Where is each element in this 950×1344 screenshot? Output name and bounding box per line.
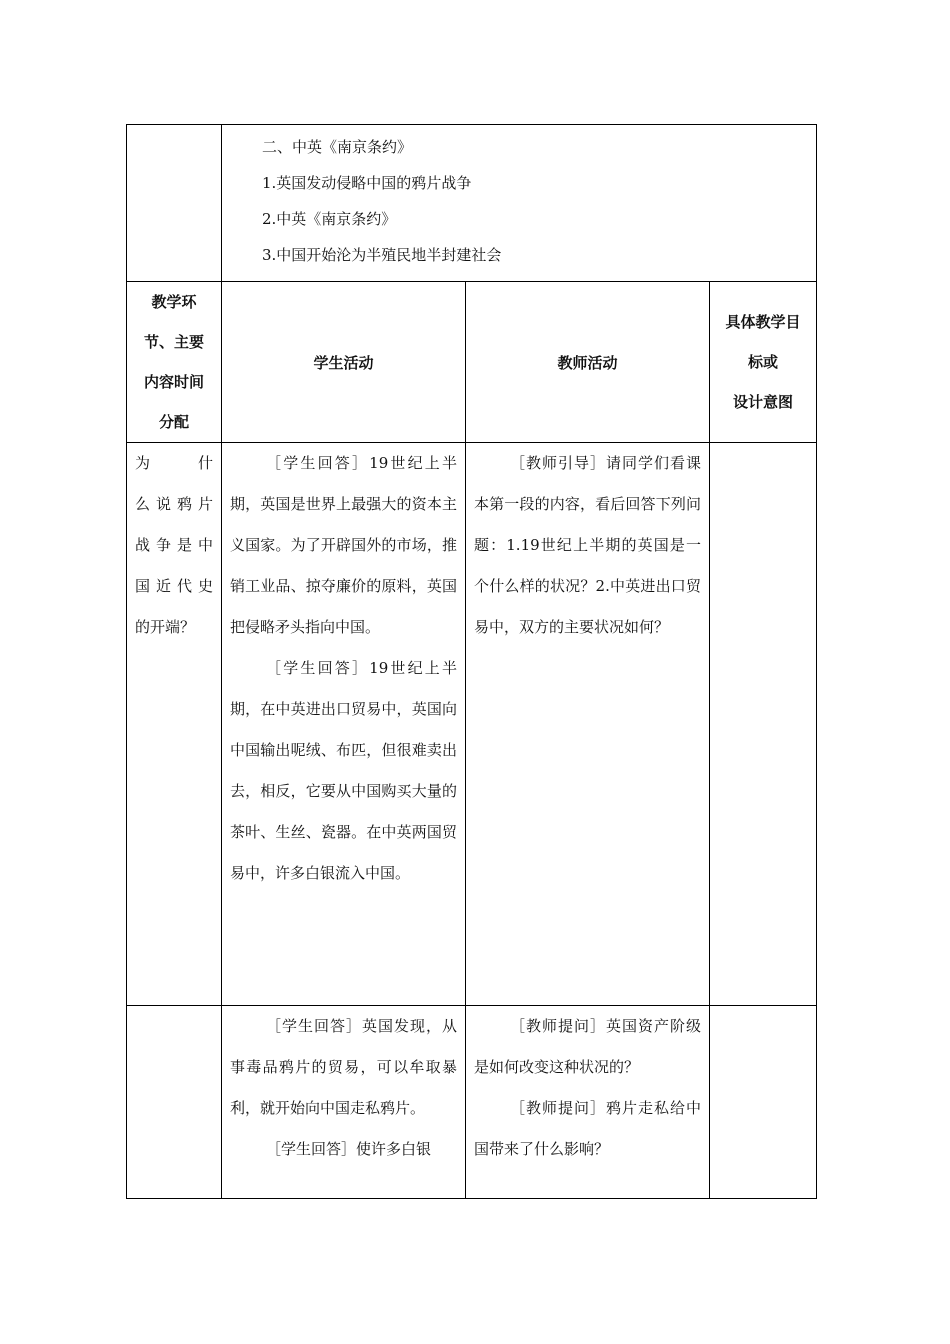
header-row [127, 282, 817, 443]
teacher-question: ［教师提问］鸦片走私给中国带来了什么影响？ [474, 1099, 701, 1158]
outline-empty-cell [127, 125, 222, 282]
header-col4-line: 设计意图 [732, 393, 793, 411]
header-col2 [222, 282, 466, 443]
student-answer: ［学生回答］使许多白银 [266, 1140, 432, 1158]
student-activity-cell [222, 1006, 466, 1199]
topic-line: 么说鸦片 [135, 495, 213, 513]
topic-line: 为什 [135, 454, 213, 472]
outline-cell [222, 125, 817, 282]
student-answer: ［学生回答］19世纪上半期，在中英进出口贸易中，英国向中国输出呢绒、布匹，但很难卖出去，相反，它要从中国购买大量的茶叶、生丝、瓷器。在中英两国贸易中，许多白银流入中国。 [230, 659, 457, 882]
teacher-activity-cell [466, 1006, 710, 1199]
topic-cell [127, 443, 222, 1006]
teacher-question: ［教师提问］英国资产阶级是如何改变这种状况的？ [474, 1017, 701, 1076]
header-col1-line: 教学环 [151, 293, 197, 311]
header-col1-line: 分配 [158, 413, 189, 431]
objective-cell [710, 1006, 817, 1199]
teacher-activity-cell [466, 443, 710, 1006]
student-answer: ［学生回答］19世纪上半期，英国是世界上最强大的资本主义国家。为了开辟国外的市场，推销工业品、掠夺廉价的原料，英国把侵略矛头指向中国。 [230, 454, 457, 636]
topic-line: 国近代史 [135, 577, 213, 595]
header-col3 [466, 282, 710, 443]
topic-cell [127, 1006, 222, 1199]
student-activity-cell [222, 443, 466, 1006]
topic-line: 战争是中 [135, 536, 213, 554]
outline-item: 2.中英《南京条约》 [262, 210, 397, 228]
lesson-plan-table [126, 124, 817, 1199]
outline-row [127, 125, 817, 282]
teacher-guidance: ［教师引导］请同学们看课本第一段的内容，看后回答下列问题：1.19世纪上半期的英国是一个什么样的状况？2.中英进出口贸易中，双方的主要状况如何？ [474, 454, 701, 636]
student-answer: ［学生回答］英国发现，从事毒品鸦片的贸易，可以牟取暴利，就开始向中国走私鸦片。 [230, 1017, 457, 1117]
topic-line: 的开端？ [135, 618, 196, 636]
outline-title: 二、中英《南京条约》 [262, 138, 413, 156]
header-col1 [127, 282, 222, 443]
content-row-1 [127, 443, 817, 1006]
header-student-activity: 学生活动 [313, 353, 374, 372]
header-col1-line: 节、主要 [143, 333, 204, 351]
objective-cell [710, 443, 817, 1006]
outline-item: 3.中国开始沦为半殖民地半封建社会 [262, 246, 502, 264]
header-col1-line: 内容时间 [143, 373, 204, 391]
header-col4-line: 具体教学目 [725, 313, 801, 331]
header-col4 [710, 282, 817, 443]
content-row-2 [127, 1006, 817, 1199]
outline-item: 1.英国发动侵略中国的鸦片战争 [262, 174, 472, 192]
header-col4-line: 标或 [747, 353, 778, 371]
header-teacher-activity: 教师活动 [557, 353, 618, 372]
